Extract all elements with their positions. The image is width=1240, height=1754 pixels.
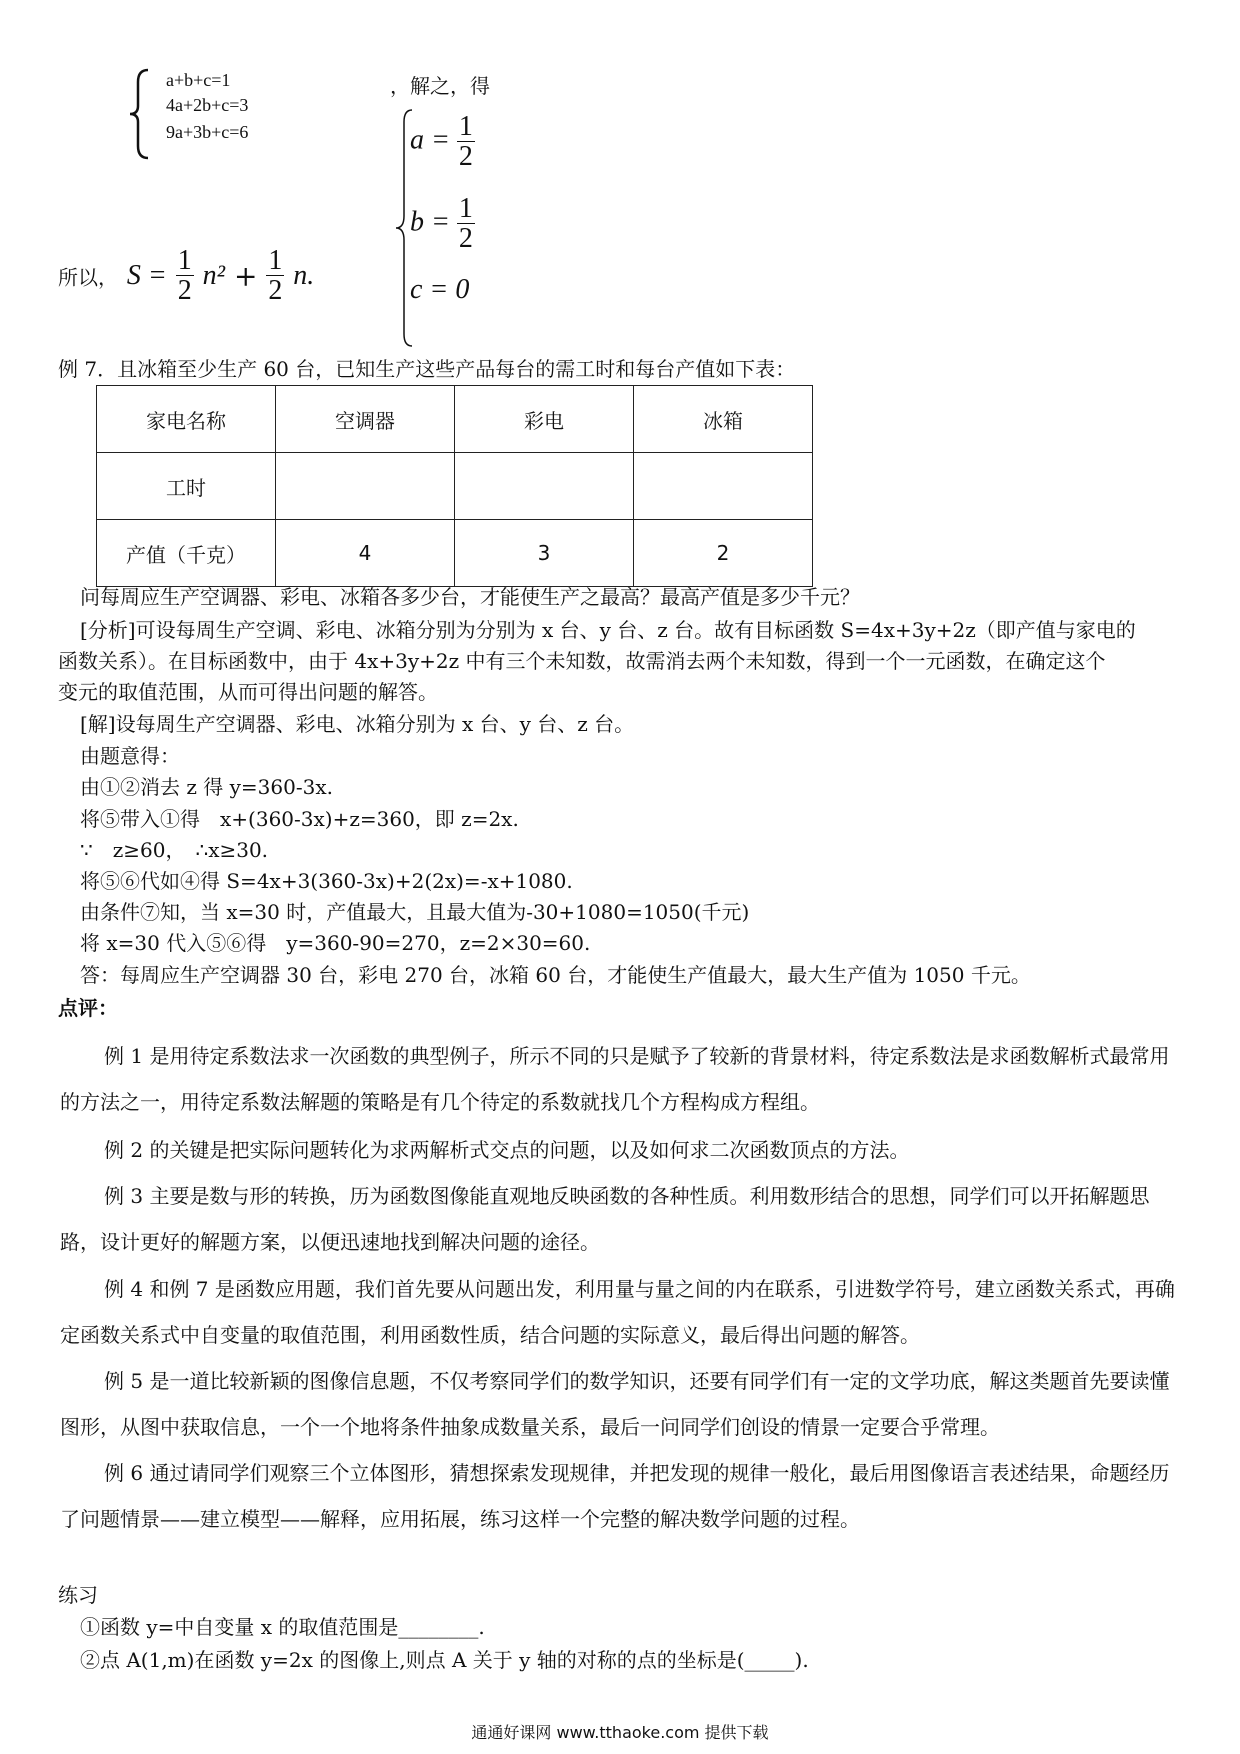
analysis-line: [分析]可设每周生产空调、彩电、冰箱分别为分别为 x 台、y 台、z 台。故有目标函数 S=4x+3y+2z（即产值与家电的 xyxy=(80,618,1136,642)
review-paragraph: 例 6 通过请同学们观察三个立体图形，猜想探索发现规律，并把发现的规律一般化，最后用图像语言表述结果，命题经历了问题情景——建立模型——解释，应用拓展，练习这样一个完整的解决数学问题的过程。 xyxy=(60,1461,1170,1531)
production-table xyxy=(96,385,813,587)
exercise-item: ②点 A(1,m)在函数 y=2x 的图像上,则点 A 关于 y 轴的对称的点的坐标是(_____). xyxy=(80,1648,809,1672)
conclusion-f1-num: 1 xyxy=(177,245,192,276)
conclusion-fraction-2 xyxy=(266,246,284,306)
fraction-b-den: 2 xyxy=(458,223,473,255)
table-header-cell: 彩电 xyxy=(455,386,634,453)
analysis-line: 函数关系）。在目标函数中，由于 4x+3y+2z 中有三个未知数，故需消去两个未知数，得到一个一元函数，在确定这个 xyxy=(58,649,1106,673)
exercise-item: ①函数 y=中自变量 x 的取值范围是________. xyxy=(80,1615,485,1639)
review-paragraph: 例 2 的关键是把实际问题转化为求两解析式交点的问题，以及如何求二次函数顶点的方法。 xyxy=(104,1138,910,1162)
solution-line: 将⑤⑥代如④得 S=4x+3(360-3x)+2(2x)=-x+1080. xyxy=(80,869,573,893)
equation-2: 4a+2b+c=3 xyxy=(166,95,249,115)
fraction-a-den: 2 xyxy=(458,141,473,173)
conclusion-f1-den: 2 xyxy=(177,275,192,307)
solution-line: 由①②消去 z 得 y=360-3x. xyxy=(80,775,333,799)
table-header-cell: 空调器 xyxy=(276,386,455,453)
conclusion-f2-den: 2 xyxy=(268,275,283,307)
table-cell: 3 xyxy=(455,520,634,587)
solution-line: 由题意得： xyxy=(80,744,180,768)
table-cell: 2 xyxy=(634,520,813,587)
conclusion-lhs: S = xyxy=(126,259,167,291)
solution-line: 将⑤带入①得 x+(360-3x)+z=360，即 z=2x. xyxy=(80,807,519,831)
table-cell xyxy=(276,453,455,520)
solution-line: 将 x=30 代入⑤⑥得 y=360-90=270，z=2×30=60. xyxy=(80,931,591,955)
table-cell xyxy=(634,453,813,520)
fraction-b xyxy=(457,194,475,254)
fraction-b-num: 1 xyxy=(458,193,473,224)
table-row xyxy=(97,520,813,587)
conclusion-term-1: n² xyxy=(202,259,226,291)
conclusion-fraction-1 xyxy=(176,246,194,306)
table-cell: 工时 xyxy=(97,453,276,520)
table-cell xyxy=(455,453,634,520)
var-a: a xyxy=(410,124,424,156)
equation-3: 9a+3b+c=6 xyxy=(166,122,249,142)
question-text: 问每周应生产空调器、彩电、冰箱各多少台，才能使生产之最高？最高产值是多少千元？ xyxy=(80,585,860,609)
review-paragraph: 例 3 主要是数与形的转换，历为函数图像能直观地反映函数的各种性质。利用数形结合的思想，同学们可以开拓解题思路，设计更好的解题方案，以便迅速地找到解决问题的途径。 xyxy=(60,1184,1150,1254)
table-header-cell: 家电名称 xyxy=(97,386,276,453)
var-b: b xyxy=(410,206,424,238)
solution-line: 由条件⑦知，当 x=30 时，产值最大，且最大值为-30+1080=1050(千元) xyxy=(80,900,750,924)
review-heading: 点评： xyxy=(58,996,118,1020)
table-row xyxy=(97,453,813,520)
table-header-row xyxy=(97,386,813,453)
equation-1: a+b+c=1 xyxy=(166,70,231,90)
conclusion-term-2: n. xyxy=(293,259,315,291)
fraction-a-num: 1 xyxy=(458,111,473,142)
fraction-a xyxy=(457,112,475,172)
solution-line: ∵ z≥60， ∴x≥30. xyxy=(80,838,269,862)
review-paragraph: 例 5 是一道比较新颖的图像信息题，不仅考察同学们的数学知识，还要有同学们有一定的文学功底，解这类题首先要读懂图形，从图中获取信息，一个一个地将条件抽象成数量关系，最后一问同学们创设的情景一定要合乎常理。 xyxy=(60,1369,1170,1439)
example7-intro: 例 7．且冰箱至少生产 60 台，已知生产这些产品每台的需工时和每台产值如下表： xyxy=(58,357,796,381)
analysis-line: 变元的取值范围，从而可得出问题的解答。 xyxy=(58,680,438,704)
solve-text: ，解之，得 xyxy=(390,74,490,98)
table-cell: 产值（千克） xyxy=(97,520,276,587)
solution-a: a = $\frac{1}{2}$ xyxy=(410,111,473,173)
solution-c: c = 0 xyxy=(410,274,470,305)
solution-b: b = $\frac{1}{2}$ xyxy=(410,193,473,255)
table-cell: 4 xyxy=(276,520,455,587)
system-brace xyxy=(128,68,150,160)
conclusion-prefix: 所以， xyxy=(58,265,118,290)
conclusion-f2-num: 1 xyxy=(268,245,283,276)
solution-line: 答：每周应生产空调器 30 台，彩电 270 台，冰箱 60 台，才能使生产值最大，最大生产值为 1050 千元。 xyxy=(80,963,1031,987)
review-paragraph: 例 4 和例 7 是函数应用题，我们首先要从问题出发，利用量与量之间的内在联系，引进数学符号，建立函数关系式，再确定函数关系式中自变量的取值范围，利用函数性质，结合问题的实际意义，最后得出问题的解答。 xyxy=(60,1277,1175,1347)
conclusion-formula xyxy=(58,246,314,306)
review-paragraph: 例 1 是用待定系数法求一次函数的典型例子，所示不同的只是赋予了较新的背景材料，待定系数法是求函数解析式最常用的方法之一，用待定系数法解题的策略是有几个待定的系数就找几个方程构成方程组。 xyxy=(60,1044,1170,1114)
conclusion-plus: + xyxy=(233,259,258,293)
table-header-cell: 冰箱 xyxy=(634,386,813,453)
exercise-heading: 练习 xyxy=(58,1583,98,1607)
page-footer: 通通好课网 www.tthaoke.com 提供下载 xyxy=(471,1723,769,1742)
solution-line: [解]设每周生产空调器、彩电、冰箱分别为 x 台、y 台、z 台。 xyxy=(80,712,635,736)
